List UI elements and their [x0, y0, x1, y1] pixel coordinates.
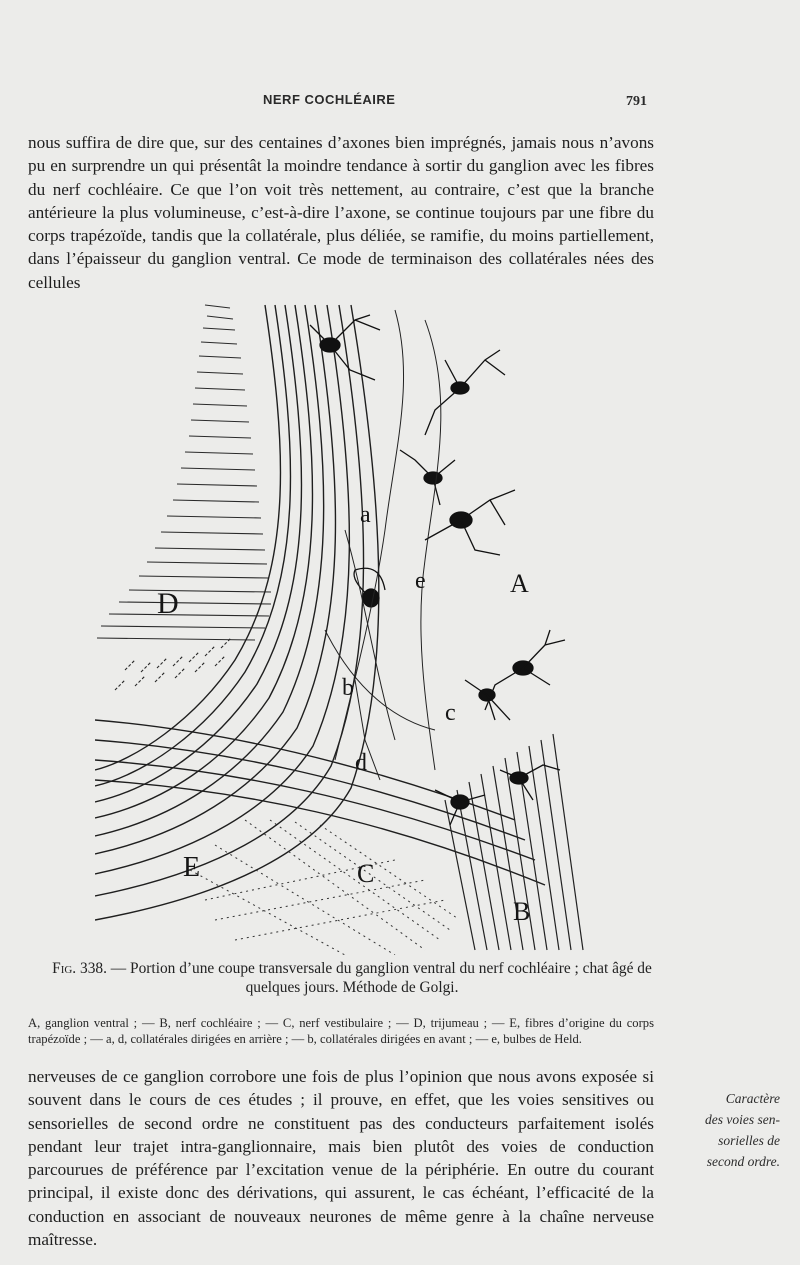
body-paragraph-top: nous suffira de dire que, sur des centaines d’axones bien imprégnés, jamais nous n’avons pu en surprendre un qui présentât la moindre tendance à sortir du ganglion avec les fibres du nerf cochléaire. Ce que l’on voit très nettement, au contraire, c’est que la branche antérieure la plus volumineuse, c’est-à-dire l’axone, se continue toujours par une fibre du corps trapézoïde, tandis que la collatérale, plus déliée, se ramifie, du moins partiellement, dans l’épaisseur du ganglion ventral. Ce mode de terminaison des collatérales nées des cellules — [28, 133, 654, 292]
label-D: D — [157, 587, 179, 620]
figure-number: Fig. 338. — [52, 960, 107, 977]
label-E: E — [183, 852, 201, 883]
margin-note-line: sorielles de — [718, 1133, 780, 1148]
label-e: e — [415, 568, 426, 594]
body-paragraph-bottom: nerveuses de ce ganglion corrobore une fois de plus l’opinion que nous avons exposée si souvent dans le cours de ces études ; il prouve, en effet, que les voies sensitives ou sensorielles de second ordre ne constituent pas des conducteurs parfaitement isolés pendant leur trajet intra-ganglionnaire, mais bien plutôt des voies de conduction parcourues de préférence par l’excitation venue de la périphérie. En outre du courant principal, il existe donc des dérivations, qui assurent, le cas échéant, l’efficacité de la conduction en associant de nouveaux neurones de même genre à la chaîne nerveuse maîtresse. — [28, 1067, 654, 1250]
figure-legend: A, ganglion ventral ; — B, nerf cochléaire ; — C, nerf vestibulaire ; — D, trijumeau ; — E, fibres d’origine du corps trapézoïde ; — a, d, collatérales dirigées en arrière ; — b, collatérales dirigées en avant ; — e, bulbes de Held. — [28, 1016, 654, 1046]
label-d: d — [355, 750, 367, 776]
figure-caption — [46, 959, 658, 997]
label-A: A — [510, 569, 529, 598]
figure-caption-text: — Portion d’une coupe transversale du ganglion ventral du nerf cochléaire ; chat âgé de quelques jours. Méthode de Golgi. — [110, 960, 652, 996]
margin-note-line: des voies sen- — [705, 1112, 780, 1127]
running-title: NERF COCHLÉAIRE — [263, 92, 396, 107]
page-number: 791 — [626, 94, 647, 109]
figure-illustration — [95, 300, 595, 955]
label-b: b — [342, 675, 354, 701]
label-a: a — [360, 502, 371, 528]
trigeminal-region — [97, 305, 271, 690]
margin-note-line: second ordre. — [706, 1154, 780, 1169]
margin-note — [668, 1088, 780, 1172]
margin-note-line: Caractère — [725, 1091, 780, 1106]
collaterals — [325, 310, 441, 780]
golgi-section-drawing — [95, 300, 595, 955]
label-c: c — [445, 700, 456, 726]
label-C: C — [357, 859, 375, 888]
vestibular-region — [190, 820, 457, 955]
page-header — [0, 92, 800, 112]
label-B: B — [513, 897, 531, 926]
